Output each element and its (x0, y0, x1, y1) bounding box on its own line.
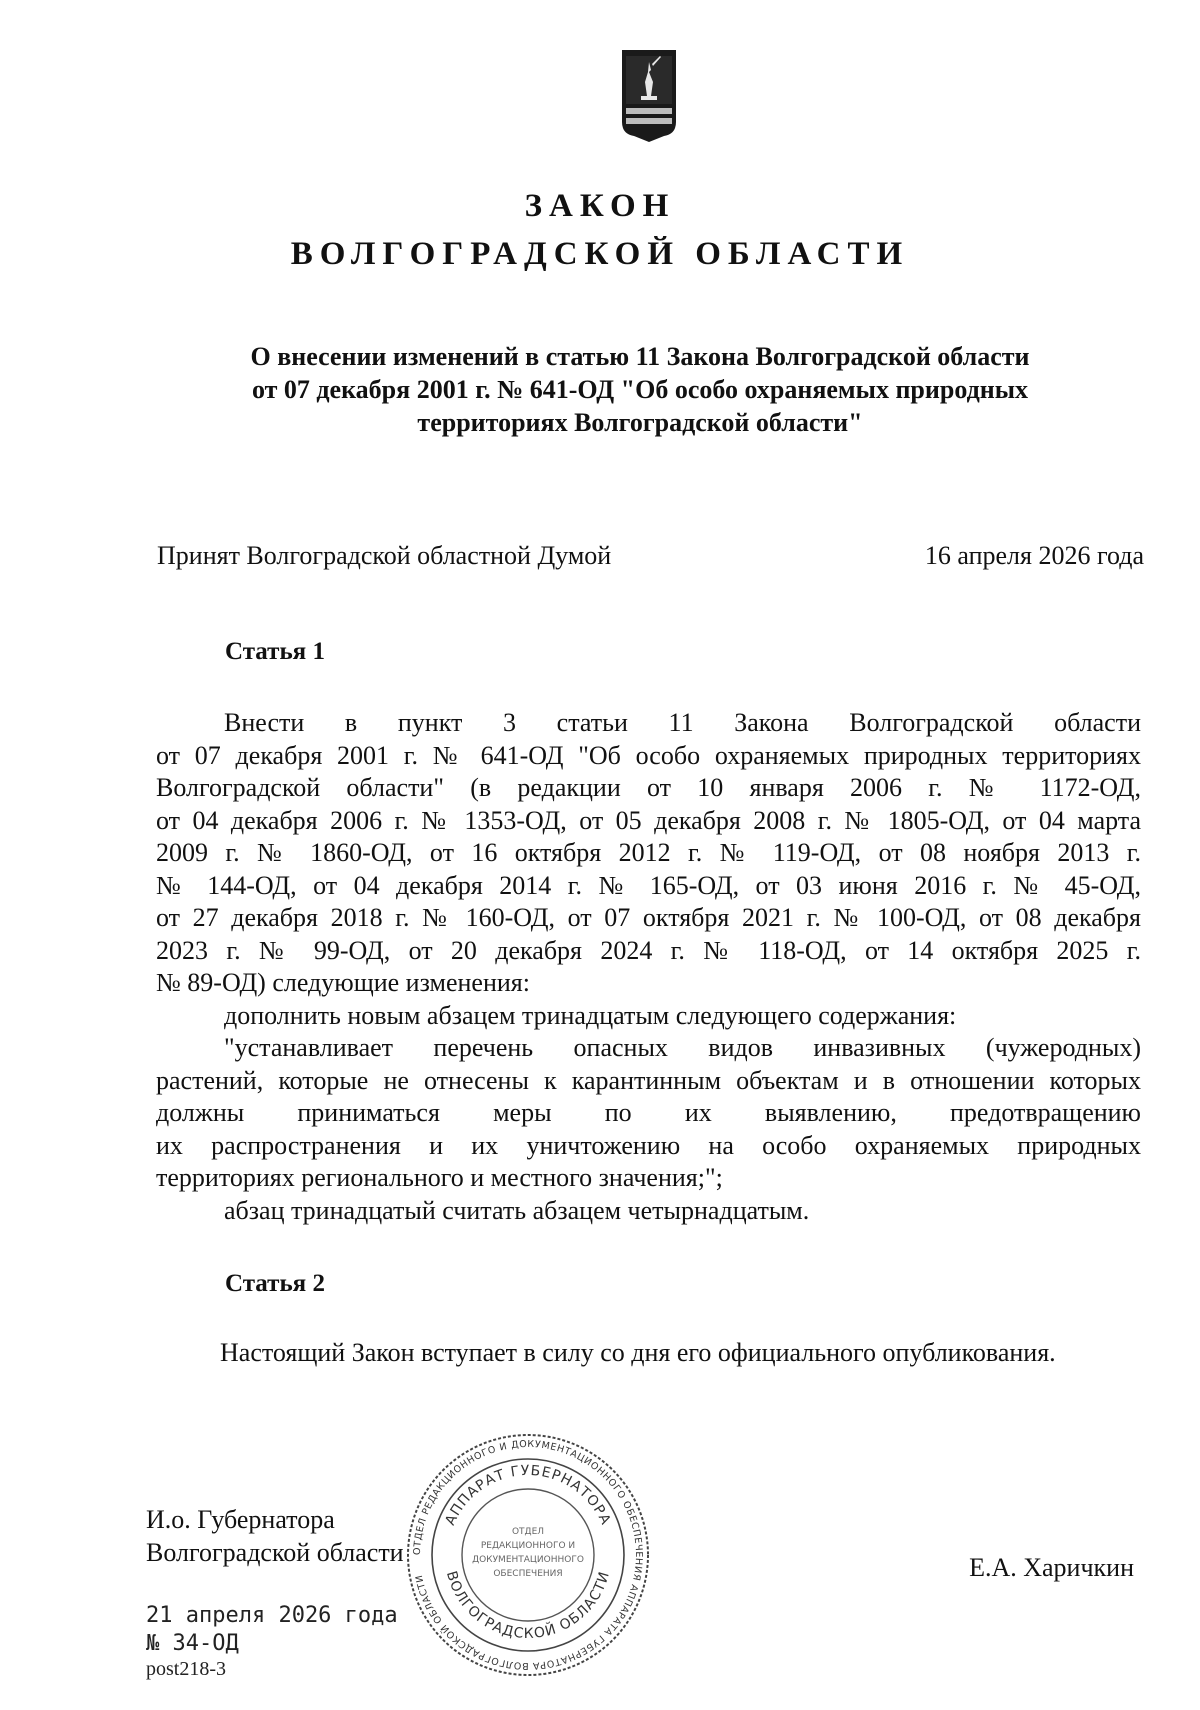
registration-number: № 34-ОД (146, 1631, 239, 1656)
signatory-post (146, 1503, 404, 1569)
article-1-heading: Статья 1 (225, 638, 325, 665)
stamp-center-line: ОБЕСПЕЧЕНИЯ (493, 1569, 563, 1579)
law-subject (200, 340, 1080, 439)
stamp-ring-bottom: ВОЛГОГРАДСКОЙ ОБЛАСТИ (442, 1569, 614, 1643)
adoption-date: 16 апреля 2026 года (924, 541, 1144, 570)
adoption-body: Принят Волгоградской областной Думой (157, 541, 612, 570)
volgograd-coat-of-arms-icon (620, 48, 678, 144)
text-line: абзац тринадцатый считать абзацем четырнадцатым. (224, 1195, 810, 1225)
text-line: дополнить новым абзацем тринадцатым следующего содержания: (224, 1000, 957, 1030)
text-line: "устанавливает перечень опасных видов инвазивных (чужеродных) (224, 1033, 1141, 1062)
official-stamp-icon (403, 1430, 653, 1680)
text-line: Волгоградской области" (в редакции от 10 января 2006 г. № 1172-ОД, (156, 773, 1141, 802)
text-line: территориях регионального и местного значения;"; (156, 1163, 723, 1192)
text-line: № 89-ОД) следующие изменения: (156, 968, 530, 997)
svg-text:АППАРАТ ГУБЕРНАТОРА (442, 1463, 613, 1528)
text-line: от 27 декабря 2018 г. № 160-ОД, от 07 октября 2021 г. № 100-ОД, от 08 декабря (156, 903, 1141, 932)
signatory-post-line: И.о. Губернатора (146, 1505, 335, 1534)
registration-date: 21 апреля 2026 года (146, 1603, 398, 1628)
subject-line: О внесении изменений в статью 11 Закона Волгоградской области (250, 342, 1030, 371)
article-1-text (156, 707, 1141, 1227)
stamp-ring-top: АППАРАТ ГУБЕРНАТОРА (442, 1462, 614, 1528)
stamp-center-line: РЕДАКЦИОННОГО И (480, 1541, 576, 1551)
issuing-region-title: ВОЛГОГРАДСКОЙ ОБЛАСТИ (290, 236, 910, 272)
text-line: растений, которые не отнесены к карантинным объектам и в отношении которых (156, 1065, 1141, 1095)
subject-line: территориях Волгоградской области" (417, 408, 863, 437)
text-line: 2023 г. № 99-ОД, от 20 декабря 2024 г. № 118-ОД, от 14 октября 2025 г. (156, 935, 1141, 965)
text-line: их распространения и их уничтожению на особо охраняемых природных (156, 1130, 1141, 1160)
text-line: № 144-ОД, от 04 декабря 2014 г. № 165-ОД, от 03 июня 2016 г. № 45-ОД, (156, 870, 1141, 900)
stamp-outer-text: ОТДЕЛ РЕДАКЦИОННОГО И ДОКУМЕНТАЦИОННОГО ОБЕСПЕЧЕНИЯ АППАРАТА ГУБЕРНАТОРА ВОЛГОГРАДСКОЙ ОБЛАСТИ (411, 1438, 645, 1672)
article-2-text: Настоящий Закон вступает в силу со дня его официального опубликования. (220, 1338, 1056, 1367)
text-line: от 07 декабря 2001 г. № 641-ОД "Об особо охраняемых природных территориях (156, 740, 1141, 770)
text-line: Внести в пункт 3 статьи 11 Закона Волгоградской области (224, 708, 1141, 737)
registration-block (146, 1602, 398, 1658)
article-2-heading: Статья 2 (225, 1270, 325, 1297)
signatory-name: Е.А. Харичкин (969, 1553, 1134, 1582)
text-line: должны приниматься меры по их выявлению, предотвращению (156, 1098, 1141, 1127)
document-type-title: ЗАКОН (524, 188, 676, 224)
stamp-center-line: ДОКУМЕНТАЦИОННОГО (472, 1555, 584, 1565)
text-line: 2009 г. № 1860-ОД, от 16 октября 2012 г. № 119-ОД, от 08 ноября 2013 г. (156, 838, 1141, 867)
subject-line: от 07 декабря 2001 г. № 641-ОД "Об особо охраняемых природных (251, 375, 1029, 404)
stamp-center-line: ОТДЕЛ (511, 1527, 545, 1537)
text-line: от 04 декабря 2006 г. № 1353-ОД, от 05 декабря 2008 г. № 1805-ОД, от 04 марта (156, 805, 1141, 835)
signatory-post-line: Волгоградской области (146, 1538, 404, 1567)
document-reference-code: post218-3 (146, 1658, 226, 1680)
